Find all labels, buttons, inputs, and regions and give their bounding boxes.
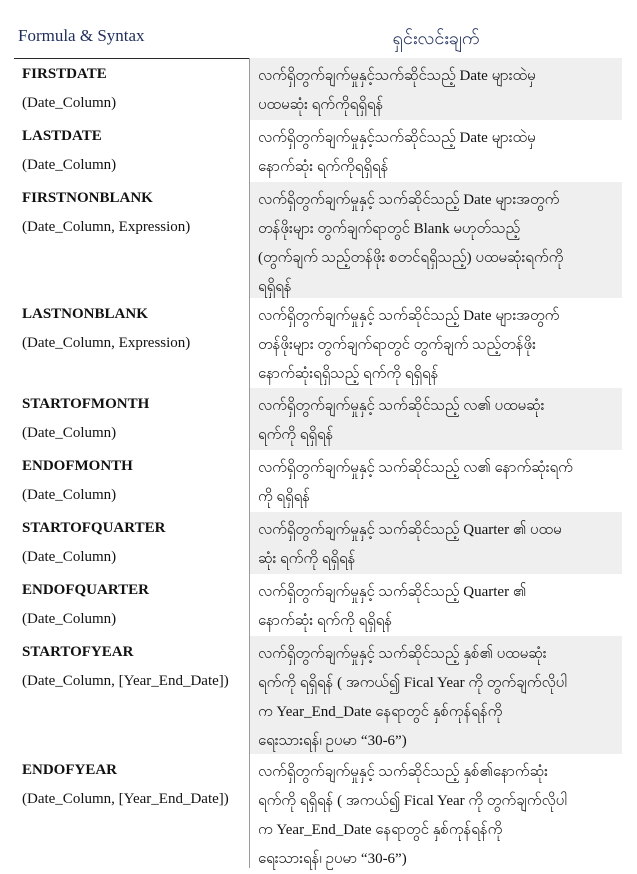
description-cell <box>250 512 622 574</box>
formula-cell <box>22 456 250 505</box>
table-row <box>14 450 622 512</box>
table-row <box>14 388 622 450</box>
formula-cell <box>22 518 250 567</box>
description-text: လက်ရှိတွက်ချက်မှုနှင့် သက်ဆိုင်သည့် နှစ်၏ ပထမဆုံး ရက်ကို ရရှိရန် ( အကယ်၍ Fical Year ကို တွက်ချက်လိုပါ က Year_End_Date နေရာတွင် နှစ်ကုန်ရန်ကို ရေးသားရန်၊ ဥပမာ “30-6”) <box>258 646 567 749</box>
table-row <box>14 636 622 754</box>
formula-cell <box>22 64 250 113</box>
function-syntax: (Date_Column) <box>22 95 117 111</box>
description-text: လက်ရှိတွက်ချက်မှုနှင့် သက်ဆိုင်သည့် Quarter ၏ ပထမ ဆုံး ရက်ကို ရရှိရန် <box>258 522 562 567</box>
table-row <box>14 120 622 182</box>
description-text: လက်ရှိတွက်ချက်မှုနှင့် သက်ဆိုင်သည့် Quarter ၏ နောက်ဆုံး ရက်ကို ရရှိရန် <box>258 584 527 629</box>
function-syntax: (Date_Column) <box>22 611 117 627</box>
function-syntax: (Date_Column, Expression) <box>22 219 191 235</box>
function-syntax: (Date_Column) <box>22 487 117 503</box>
function-name: LASTNONBLANK <box>22 306 148 322</box>
table-row <box>14 512 622 574</box>
function-syntax: (Date_Column) <box>22 425 117 441</box>
function-name: ENDOFQUARTER <box>22 582 149 598</box>
function-name: LASTDATE <box>22 128 102 144</box>
header-explanation: ရှင်းလင်းချက် <box>392 28 480 48</box>
description-cell <box>250 182 622 298</box>
description-text: လက်ရှိတွက်ချက်မှုနှင့် သက်ဆိုင်သည့် Date များအတွက် တန်ဖိုးများ တွက်ချက်ရာတွင် Blank မဟုတ်သည့် (တွက်ချက် သည့်တန်ဖိုး စတင်ရရှိသည့်) ပထမဆုံးရက်ကို ရရှိရန် <box>258 192 564 295</box>
description-text: လက်ရှိတွက်ချက်မှုနှင့်သက်ဆိုင်သည့် Date များထဲမှ ပထမဆုံး ရက်ကိုရရှိရန် <box>258 68 536 113</box>
column-divider <box>249 58 250 868</box>
function-syntax: (Date_Column, [Year_End_Date]) <box>22 673 229 689</box>
header-formula-syntax: Formula & Syntax <box>18 26 145 45</box>
description-text: လက်ရှိတွက်ချက်မှုနှင့် သက်ဆိုင်သည့် နှစ်၏နောက်ဆုံး ရက်ကို ရရှိရန် ( အကယ်၍ Fical Year ကို တွက်ချက်လိုပါ က Year_End_Date နေရာတွင် နှစ်ကုန်ရန်ကို ရေးသားရန်၊ ဥပမာ “30-6”) <box>258 764 567 867</box>
description-text: လက်ရှိတွက်ချက်မှုနှင့် သက်ဆိုင်သည့် လ၏ ပထမဆုံး ရက်ကို ရရှိရန် <box>258 398 545 443</box>
description-cell <box>250 120 622 182</box>
function-syntax: (Date_Column) <box>22 549 117 565</box>
formula-cell <box>22 188 250 237</box>
function-name: ENDOFMONTH <box>22 458 133 474</box>
table-row <box>14 58 622 120</box>
function-name: FIRSTNONBLANK <box>22 190 153 206</box>
description-text: လက်ရှိတွက်ချက်မှုနှင့် သက်ဆိုင်သည့် Date များအတွက် တန်ဖိုးများ တွက်ချက်ရာတွင် တွက်ချက် သည့်တန်ဖိုး နောက်ဆုံးရရှိသည့် ရက်ကို ရရှိရန် <box>258 308 560 382</box>
formula-cell <box>22 304 250 353</box>
description-cell <box>250 58 622 120</box>
description-text: လက်ရှိတွက်ချက်မှုနှင့်သက်ဆိုင်သည့် Date များထဲမှ နောက်ဆုံး ရက်ကိုရရှိရန် <box>258 130 536 175</box>
function-name: ENDOFYEAR <box>22 762 118 778</box>
formula-cell <box>22 394 250 443</box>
description-cell <box>250 388 622 450</box>
description-cell <box>250 574 622 636</box>
function-syntax: (Date_Column, Expression) <box>22 335 191 351</box>
description-cell <box>250 450 622 512</box>
description-cell <box>250 636 622 754</box>
table-row <box>14 574 622 636</box>
function-name: FIRSTDATE <box>22 66 107 82</box>
formula-cell <box>22 642 250 691</box>
formula-cell <box>22 126 250 175</box>
table-row <box>14 298 622 388</box>
description-cell <box>250 298 622 388</box>
function-name: STARTOFMONTH <box>22 396 150 412</box>
function-name: STARTOFYEAR <box>22 644 134 660</box>
formula-cell <box>22 760 250 809</box>
function-name: STARTOFQUARTER <box>22 520 166 536</box>
table-row <box>14 182 622 298</box>
function-syntax: (Date_Column) <box>22 157 117 173</box>
table-header <box>0 0 637 58</box>
function-syntax: (Date_Column, [Year_End_Date]) <box>22 791 229 807</box>
description-cell <box>250 754 622 868</box>
formula-cell <box>22 580 250 629</box>
description-text: လက်ရှိတွက်ချက်မှုနှင့် သက်ဆိုင်သည့် လ၏ နောက်ဆုံးရက် ကို ရရှိရန် <box>258 460 573 505</box>
table-row <box>14 754 622 868</box>
